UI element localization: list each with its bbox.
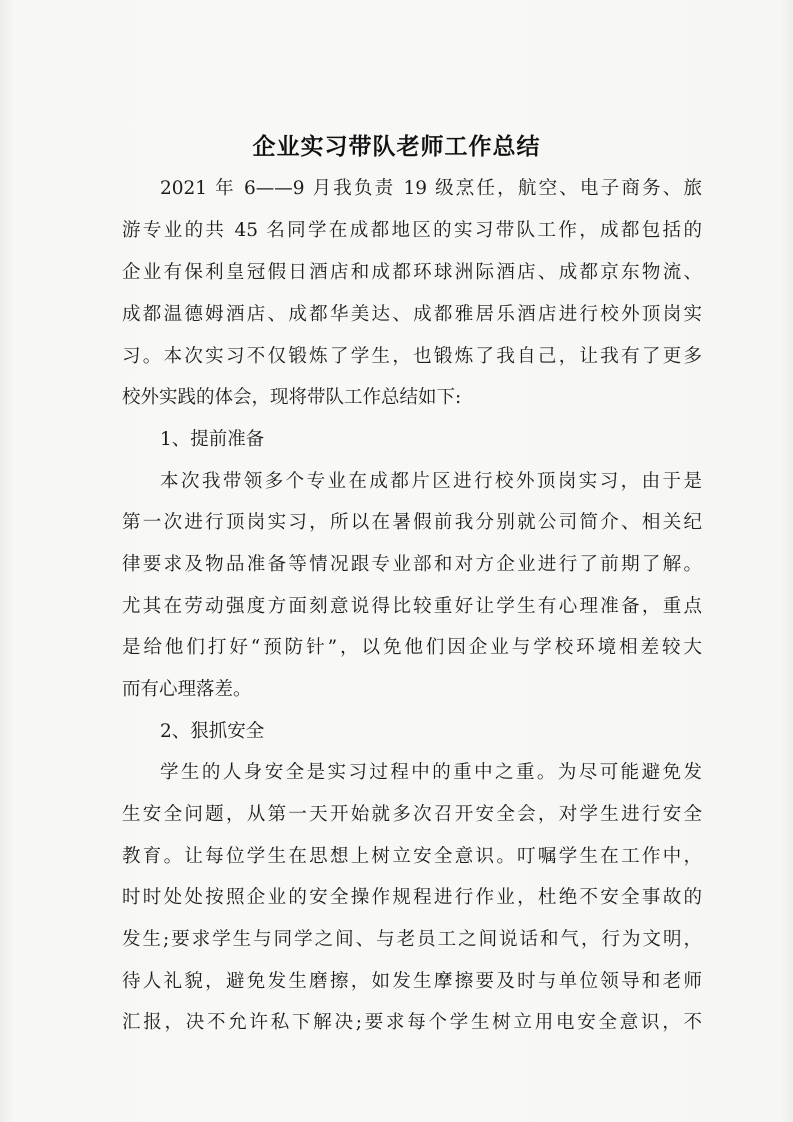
paragraph-line: 游专业的共 45 名同学在成都地区的实习带队工作，成都包括的 <box>122 220 702 241</box>
paragraph-line: 是给他们打好“预防针”，以免他们因企业与学校环境相差较大 <box>122 637 702 658</box>
paragraph-line: 校外实践的体会，现将带队工作总结如下: <box>122 387 462 408</box>
document-title: 企业实习带队老师工作总结 <box>252 134 541 160</box>
paragraph-line: 习。本次实习不仅锻炼了学生，也锻炼了我自己，让我有了更多 <box>122 346 702 367</box>
paragraph-line: 成都温德姆酒店、成都华美达、成都雅居乐酒店进行校外顶岗实 <box>122 304 702 325</box>
section-heading: 1、提前准备 <box>160 429 265 450</box>
paragraph-line: 而有心理落差。 <box>122 679 252 700</box>
paragraph-line: 待人礼貌，避免发生磨擦，如发生摩擦要及时与单位领导和老师 <box>122 971 702 992</box>
paragraph-line: 尤其在劳动强度方面刻意说得比较重好让学生有心理准备，重点 <box>122 596 702 617</box>
paragraph-line: 发生;要求学生与同学之间、与老员工之间说话和气，行为文明， <box>122 929 702 950</box>
section-heading: 2、狠抓安全 <box>160 721 265 742</box>
paragraph-line: 汇报，决不允许私下解决;要求每个学生树立用电安全意识，不 <box>122 1012 702 1033</box>
paragraph-line: 时时处处按照企业的安全操作规程进行作业，杜绝不安全事故的 <box>122 887 702 908</box>
paragraph-line: 生安全问题，从第一天开始就多次召开安全会，对学生进行安全 <box>122 804 702 825</box>
paragraph-line: 律要求及物品准备等情况跟专业部和对方企业进行了前期了解。 <box>122 554 702 575</box>
paragraph-line: 企业有保利皇冠假日酒店和成都环球洲际酒店、成都京东物流、 <box>122 262 702 283</box>
paragraph-line: 教育。让每位学生在思想上树立安全意识。叮嘱学生在工作中， <box>122 846 702 867</box>
paragraph-line: 学生的人身安全是实习过程中的重中之重。为尽可能避免发 <box>160 762 702 783</box>
paragraph-line: 本次我带领多个专业在成都片区进行校外顶岗实习，由于是 <box>160 471 702 492</box>
paragraph-line: 第一次进行顶岗实习，所以在暑假前我分别就公司简介、相关纪 <box>122 512 702 533</box>
paragraph-line: 2021 年 6——9 月我负责 19 级烹任，航空、电子商务、旅 <box>160 178 702 199</box>
